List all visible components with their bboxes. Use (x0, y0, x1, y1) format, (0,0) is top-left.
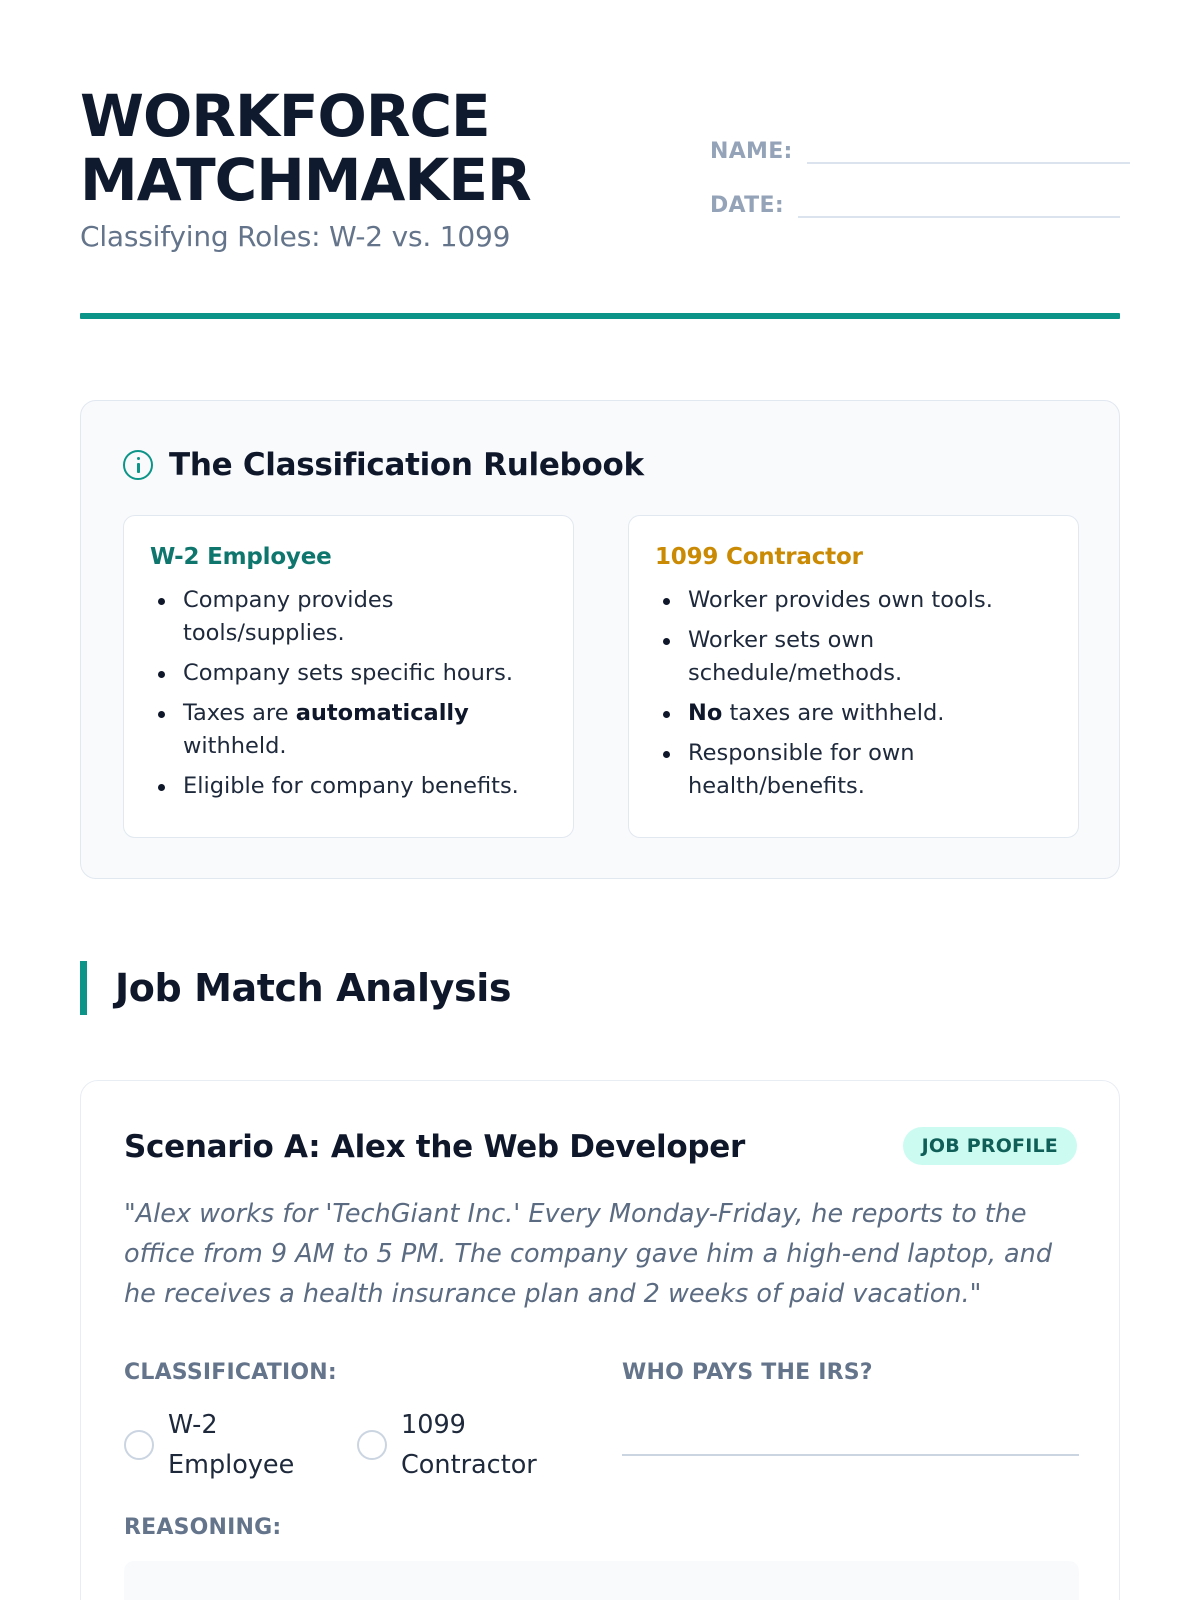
rulebook-panel (80, 400, 1120, 879)
irs-label: WHO PAYS THE IRS? (622, 1360, 873, 1385)
section-header (80, 961, 511, 1015)
contractor-rule-item: Worker sets own schedule/methods. (655, 624, 1052, 690)
rulebook-header (123, 447, 644, 483)
contractor-radio[interactable] (357, 1430, 387, 1460)
classification-label: CLASSIFICATION: (124, 1360, 337, 1385)
rulebook-title: The Classification Rulebook (169, 447, 644, 483)
contractor-option-label: 1099 Contractor (401, 1410, 537, 1480)
w2-rule-item: Company provides tools/supplies. (150, 584, 547, 650)
title-line-2: MATCHMAKER (80, 146, 531, 214)
scenario-a-card (80, 1080, 1120, 1600)
w2-rule-item: Company sets specific hours. (150, 657, 547, 690)
reasoning-label: REASONING: (124, 1515, 282, 1540)
title-line-1: WORKFORCE (80, 82, 490, 150)
contractor-rule-list (655, 584, 1052, 803)
contractor-rule-item: No taxes are withheld. (655, 697, 1052, 730)
w2-rule-card (123, 515, 574, 838)
header-divider (80, 313, 1120, 319)
contractor-rule-card (628, 515, 1079, 838)
section-accent-bar (80, 961, 87, 1015)
section-title: Job Match Analysis (115, 966, 512, 1010)
contractor-rule-item: Responsible for own health/benefits. (655, 737, 1052, 803)
w2-heading: W-2 Employee (150, 544, 332, 570)
w2-radio[interactable] (124, 1430, 154, 1460)
contractor-heading: 1099 Contractor (655, 544, 863, 570)
header (80, 84, 1120, 324)
irs-answer-line[interactable] (622, 1454, 1079, 1456)
page-title (80, 84, 640, 212)
w2-rule-item: Taxes are automatically withheld. (150, 697, 547, 763)
date-input-line[interactable] (798, 188, 1120, 218)
w2-rule-item: Eligible for company benefits. (150, 770, 547, 803)
contractor-rule-item: Worker provides own tools. (655, 584, 1052, 617)
name-input-line[interactable] (807, 134, 1130, 164)
contractor-option[interactable] (357, 1405, 537, 1485)
page-subtitle: Classifying Roles: W-2 vs. 1099 (80, 220, 511, 253)
date-label: DATE: (710, 193, 784, 218)
name-label: NAME: (710, 139, 793, 164)
reasoning-input[interactable] (124, 1561, 1079, 1600)
job-profile-badge: JOB PROFILE (903, 1127, 1077, 1165)
w2-rule-list (150, 584, 547, 803)
scenario-title: Scenario A: Alex the Web Developer (124, 1129, 745, 1165)
name-field (710, 126, 1130, 164)
date-field (710, 180, 1130, 218)
info-circle-icon (123, 450, 153, 480)
scenario-quote: "Alex works for 'TechGiant Inc.' Every Monday-Friday, he reports to the office from 9 AM to 5 PM. The company gave him a high-end laptop, and he receives a health insurance plan and 2 weeks of paid vacation." (124, 1199, 1053, 1309)
w2-option[interactable] (124, 1405, 298, 1485)
student-fields (710, 126, 1130, 234)
w2-option-label: W-2 Employee (168, 1410, 295, 1480)
